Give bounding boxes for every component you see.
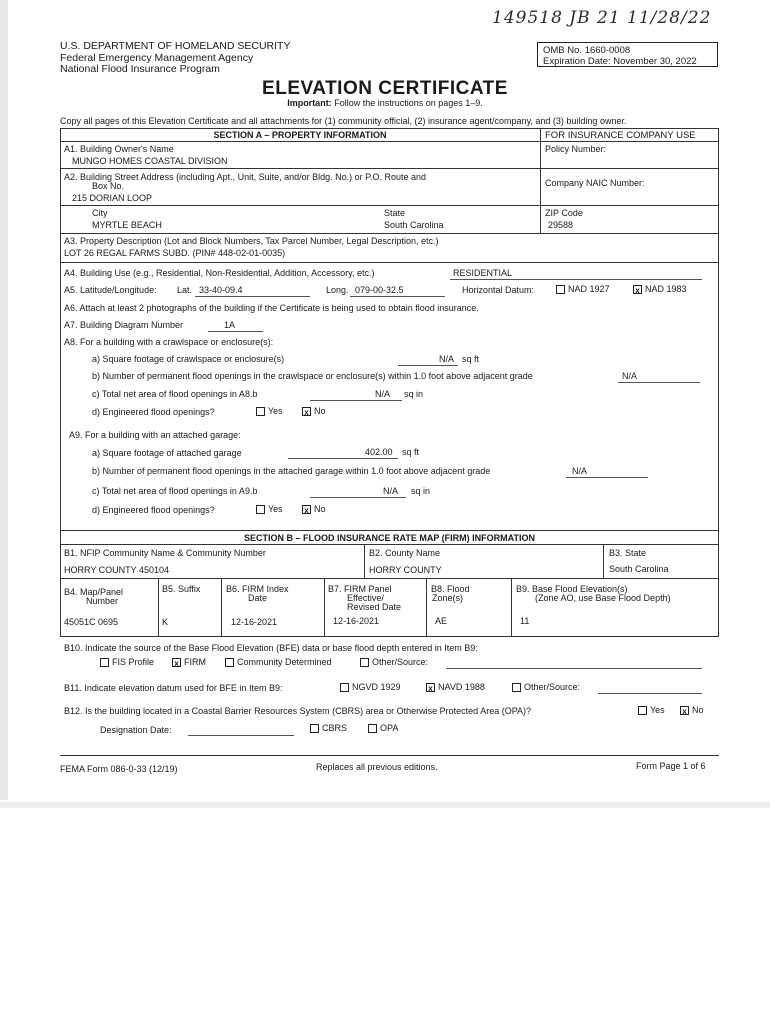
a3-label: A3. Property Description (Lot and Block Numbers, Tax Parcel Number, Legal Description, etc.) [64, 236, 439, 246]
a2-label-2: Box No. [92, 181, 125, 191]
checkbox-a9d-no-checked[interactable]: x [302, 505, 311, 514]
b8-value[interactable]: AE [435, 616, 448, 626]
other-source-option[interactable]: Other/Source: [360, 657, 428, 667]
a9-label: A9. For a building with an attached garage: [69, 430, 241, 440]
agency-line-3: National Flood Insurance Program [60, 63, 220, 75]
a7-label: A7. Building Diagram Number [64, 320, 184, 330]
checkbox-a9d-yes[interactable] [256, 505, 265, 514]
checkbox-cbrs[interactable] [310, 724, 319, 733]
designation-date-label: Designation Date: [100, 725, 172, 735]
omb-box [537, 42, 718, 67]
checkbox-community-determined[interactable] [225, 658, 234, 667]
state-label: State [384, 208, 406, 218]
b6-value[interactable]: 12-16-2021 [231, 617, 278, 627]
a2-label-1: A2. Building Street Address (including Apt., Unit, Suite, and/or Bldg. No.) or P.O. Route and [64, 172, 427, 182]
checkbox-firm-checked[interactable]: x [172, 658, 181, 667]
b8-label-2: Zone(s) [432, 593, 464, 603]
handwritten-note: 149518 JB 21 11/28/22 [492, 8, 712, 28]
a9d-no-option[interactable]: x No [302, 504, 326, 514]
a1-value[interactable]: MUNGO HOMES COASTAL DIVISION [72, 156, 228, 166]
expiration-date: Expiration Date: November 30, 2022 [543, 56, 697, 67]
a9c-label: c) Total net area of flood openings in A9.b [92, 486, 258, 496]
a8c-label: c) Total net area of flood openings in A8.b [92, 389, 258, 399]
b3-value[interactable]: South Carolina [609, 564, 669, 574]
checkbox-a8d-yes[interactable] [256, 407, 265, 416]
checkbox-b12-yes[interactable] [638, 706, 647, 715]
checkbox-other-source[interactable] [360, 658, 369, 667]
important-label: Important: [287, 98, 332, 108]
policy-number-label: Policy Number: [545, 144, 607, 154]
checkbox-b12-no-checked[interactable]: x [680, 706, 689, 715]
scan-edge [0, 0, 8, 800]
a1-label: A1. Building Owner's Name [64, 144, 174, 154]
fis-profile-option[interactable]: FIS Profile [100, 657, 154, 667]
insurance-company-use: FOR INSURANCE COMPANY USE [545, 130, 696, 141]
important-text: Follow the instructions on pages 1–9. [334, 98, 483, 108]
b12-label: B12. Is the building located in a Coastal Barrier Resources System (CBRS) area or Otherwise Protected Area (OPA)? [64, 706, 532, 716]
ngvd1929-option[interactable]: NGVD 1929 [340, 682, 401, 692]
a8a-label: a) Square footage of crawlspace or enclosure(s) [92, 354, 285, 364]
important-note [0, 98, 770, 108]
a9a-label: a) Square footage of attached garage [92, 448, 242, 458]
agency-line-1: U.S. DEPARTMENT OF HOMELAND SECURITY [60, 40, 291, 52]
nad1983-option[interactable]: x NAD 1983 [633, 284, 687, 294]
a8b-value[interactable]: N/A [622, 371, 638, 381]
b10-label: B10. Indicate the source of the Base Flood Elevation (BFE) data or base flood depth entered in Item B9: [64, 643, 478, 653]
community-determined-option[interactable]: Community Determined [225, 657, 332, 667]
a4-value[interactable]: RESIDENTIAL [453, 268, 513, 278]
a9d-yes-option[interactable]: Yes [256, 504, 283, 514]
city-value[interactable]: MYRTLE BEACH [92, 220, 162, 230]
b4-label-1: B4. Map/Panel [64, 587, 124, 597]
state-value[interactable]: South Carolina [384, 220, 444, 230]
a2-value[interactable]: 215 DORIAN LOOP [72, 193, 153, 203]
b9-label-1: B9. Base Flood Elevation(s) [516, 584, 628, 594]
section-a-title: SECTION A – PROPERTY INFORMATION [213, 130, 387, 140]
b3-label: B3. State [609, 548, 647, 558]
long-label: Long. [326, 285, 349, 295]
checkbox-opa[interactable] [368, 724, 377, 733]
form-number: FEMA Form 086-0-33 (12/19) [60, 764, 178, 774]
section-b-title: SECTION B – FLOOD INSURANCE RATE MAP (FIRM) INFORMATION [244, 533, 535, 543]
b2-value[interactable]: HORRY COUNTY [369, 565, 442, 575]
zip-value[interactable]: 29588 [548, 220, 574, 230]
a9d-label: d) Engineered flood openings? [92, 505, 215, 515]
a8a-unit: sq ft [462, 354, 480, 364]
checkbox-nad1927[interactable] [556, 285, 565, 294]
a4-label: A4. Building Use (e.g., Residential, Non-Residential, Addition, Accessory, etc.) [64, 268, 375, 278]
a9c-unit: sq in [411, 486, 431, 496]
cbrs-option[interactable]: CBRS [310, 723, 347, 733]
checkbox-nad1983-checked[interactable]: x [633, 285, 642, 294]
long-value[interactable]: 079-00-32.5 [355, 285, 404, 295]
navd1988-option[interactable]: x NAVD 1988 [426, 682, 485, 692]
firm-option[interactable]: x FIRM [172, 657, 206, 667]
b2-label: B2. County Name [369, 548, 441, 558]
a7-value[interactable]: 1A [224, 320, 236, 330]
b7-label-2: Effective/ [347, 593, 384, 603]
checkbox-fis-profile[interactable] [100, 658, 109, 667]
b11-other-option[interactable]: Other/Source: [512, 682, 580, 692]
replaces-note: Replaces all previous editions. [316, 762, 438, 772]
b4-label-2: Number [86, 596, 119, 606]
a6-text: A6. Attach at least 2 photographs of the building if the Certificate is being used to obtain flood insurance. [64, 303, 479, 313]
a8b-label: b) Number of permanent flood openings in the crawlspace or enclosure(s) within 1.0 foot above adjacent grade [92, 371, 533, 381]
a8c-value[interactable]: N/A [375, 389, 391, 399]
agency-block [60, 41, 290, 76]
b7-label-1: B7. FIRM Panel [328, 584, 392, 594]
lat-label: Lat. [177, 285, 193, 295]
a9b-value[interactable]: N/A [572, 466, 588, 476]
opa-option[interactable]: OPA [368, 723, 398, 733]
a5-label: A5. Latitude/Longitude: [64, 285, 157, 295]
checkbox-a8d-no-checked[interactable]: x [302, 407, 311, 416]
omb-number: OMB No. 1660-0008 [543, 45, 631, 56]
a9c-value[interactable]: N/A [383, 486, 399, 496]
b5-label: B5. Suffix [162, 584, 201, 594]
datum-label: Horizontal Datum: [462, 285, 535, 295]
form-title: ELEVATION CERTIFICATE [262, 78, 508, 99]
a9a-value[interactable]: 402.00 [365, 447, 393, 457]
b6-label-2: Date [248, 593, 268, 603]
b11-label: B11. Indicate elevation datum used for BFE in Item B9: [64, 683, 283, 693]
b1-label: B1. NFIP Community Name & Community Number [64, 548, 266, 558]
b5-value[interactable]: K [162, 617, 169, 627]
copy-instructions: Copy all pages of this Elevation Certificate and all attachments for (1) community official, (2) insurance agent/company, and (3) building owner. [60, 116, 627, 126]
b7-label-3: Revised Date [347, 602, 402, 612]
b6-label-1: B6. FIRM Index [226, 584, 289, 594]
page-number: Form Page 1 of 6 [636, 761, 706, 771]
b4-value[interactable]: 45051C 0695 [64, 617, 119, 627]
a8d-yes-option[interactable]: Yes [256, 406, 283, 416]
b7-value[interactable]: 12-16-2021 [333, 616, 380, 626]
nad1927-option[interactable]: NAD 1927 [556, 284, 610, 294]
lat-value[interactable]: 33-40-09.4 [199, 285, 243, 295]
b1-value[interactable]: HORRY COUNTY 450104 [64, 565, 170, 575]
city-label: City [92, 208, 108, 218]
checkbox-ngvd1929[interactable] [340, 683, 349, 692]
a8d-label: d) Engineered flood openings? [92, 407, 215, 417]
zip-label: ZIP Code [545, 208, 583, 218]
b9-label-2: (Zone AO, use Base Flood Depth) [535, 593, 671, 603]
a8-label: A8. For a building with a crawlspace or enclosure(s): [64, 337, 274, 347]
company-naic-label: Company NAIC Number: [545, 178, 645, 188]
a9b-label: b) Number of permanent flood openings in the attached garage within 1.0 foot above adjacent grade [92, 466, 491, 476]
scan-bottom-edge [0, 802, 770, 808]
checkbox-b11-other[interactable] [512, 683, 521, 692]
agency-line-2: Federal Emergency Management Agency [60, 51, 254, 64]
checkbox-navd1988-checked[interactable]: x [426, 683, 435, 692]
a3-value[interactable]: LOT 26 REGAL FARMS SUBD. (PIN# 448-02-01-0035) [64, 248, 286, 258]
a8d-no-option[interactable]: x No [302, 406, 326, 416]
b9-value[interactable]: 11 [520, 616, 530, 626]
a8c-unit: sq in [404, 389, 424, 399]
a9a-unit: sq ft [402, 447, 420, 457]
a8a-value[interactable]: N/A [439, 354, 455, 364]
b8-label-1: B8. Flood [431, 584, 470, 594]
b12-yes-option[interactable]: Yes [638, 705, 665, 715]
b12-no-option[interactable]: x No [680, 705, 704, 715]
